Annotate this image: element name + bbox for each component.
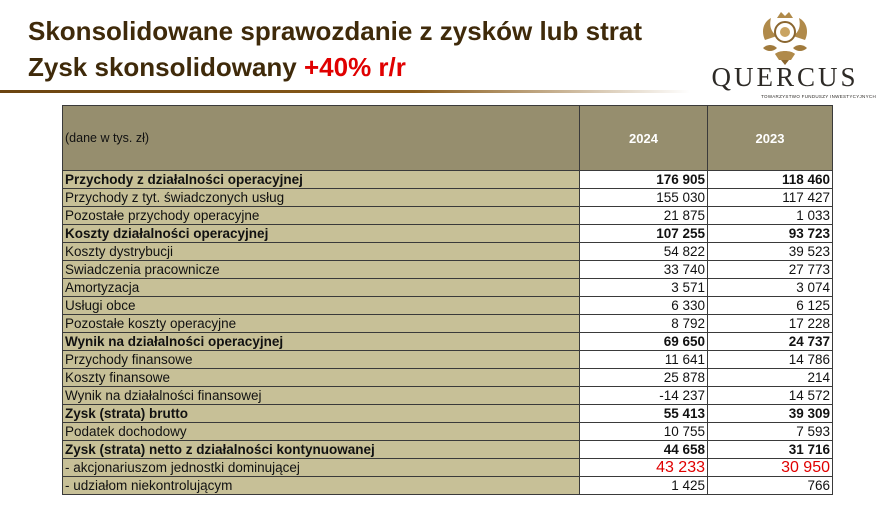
growth-highlight: +40% r/r: [303, 52, 406, 82]
logo-tagline: TOWARZYSTWO FUNDUSZY INWESTYCYJNYCH: [761, 94, 876, 99]
table-row: [63, 171, 833, 189]
value-2023: 118 460: [708, 171, 833, 189]
table-row: [63, 261, 833, 279]
table-row: [63, 351, 833, 369]
row-label: - udziałom niekontrolującym: [63, 477, 580, 495]
value-2024: 8 792: [580, 315, 708, 333]
row-label: Przychody finansowe: [63, 351, 580, 369]
company-logo: [694, 10, 876, 102]
row-label: Zysk (strata) brutto: [63, 405, 580, 423]
value-2024: 107 255: [580, 225, 708, 243]
table-row: [63, 459, 833, 477]
row-label: Wynik na działalności finansowej: [63, 387, 580, 405]
value-2023: 93 723: [708, 225, 833, 243]
value-2023: 117 427: [708, 189, 833, 207]
row-label: Przychody z tyt. świadczonych usług: [63, 189, 580, 207]
value-2024: 1 425: [580, 477, 708, 495]
value-2023: 17 228: [708, 315, 833, 333]
unit-label: (dane w tys. zł): [63, 106, 580, 171]
value-2024: 176 905: [580, 171, 708, 189]
value-2023: 39 309: [708, 405, 833, 423]
value-2023: 7 593: [708, 423, 833, 441]
income-statement-table: [62, 105, 833, 495]
row-label: Usługi obce: [63, 297, 580, 315]
value-2023: 30 950: [708, 459, 833, 477]
page-subtitle: [28, 52, 406, 82]
crest-icon: [757, 10, 813, 66]
table-row: [63, 369, 833, 387]
value-2023: 24 737: [708, 333, 833, 351]
row-label: Wynik na działalności operacyjnej: [63, 333, 580, 351]
logo-wordmark: QUERCUS: [711, 62, 859, 92]
row-label: Pozostałe koszty operacyjne: [63, 315, 580, 333]
row-label: Przychody z działalności operacyjnej: [63, 171, 580, 189]
value-2024: 69 650: [580, 333, 708, 351]
value-2023: 766: [708, 477, 833, 495]
table-row: [63, 207, 833, 225]
value-2024: 11 641: [580, 351, 708, 369]
value-2024: 25 878: [580, 369, 708, 387]
row-label: Pozostałe przychody operacyjne: [63, 207, 580, 225]
row-label: - akcjonariuszom jednostki dominującej: [63, 459, 580, 477]
table-row: [63, 387, 833, 405]
table-header-row: [63, 106, 833, 171]
subtitle-text: Zysk skonsolidowany: [28, 52, 304, 82]
value-2024: 54 822: [580, 243, 708, 261]
row-label: Podatek dochodowy: [63, 423, 580, 441]
value-2024: 44 658: [580, 441, 708, 459]
value-2024: 155 030: [580, 189, 708, 207]
row-label: Swiadczenia pracownicze: [63, 261, 580, 279]
value-2024: 10 755: [580, 423, 708, 441]
table-row: [63, 315, 833, 333]
value-2024: 43 233: [580, 459, 708, 477]
title-divider: [0, 90, 690, 93]
value-2023: 214: [708, 369, 833, 387]
value-2023: 27 773: [708, 261, 833, 279]
row-label: Koszty finansowe: [63, 369, 580, 387]
value-2023: 1 033: [708, 207, 833, 225]
row-label: Zysk (strata) netto z działalności kontynuowanej: [63, 441, 580, 459]
value-2024: 55 413: [580, 405, 708, 423]
table-row: [63, 279, 833, 297]
value-2024: -14 237: [580, 387, 708, 405]
value-2024: 3 571: [580, 279, 708, 297]
table-row: [63, 423, 833, 441]
value-2024: 21 875: [580, 207, 708, 225]
value-2023: 6 125: [708, 297, 833, 315]
value-2023: 3 074: [708, 279, 833, 297]
page-title: Skonsolidowane sprawozdanie z zysków lub strat: [28, 16, 643, 46]
table-row: [63, 477, 833, 495]
value-2024: 33 740: [580, 261, 708, 279]
column-header-2023: 2023: [708, 106, 833, 171]
value-2023: 31 716: [708, 441, 833, 459]
table-row: [63, 405, 833, 423]
value-2024: 6 330: [580, 297, 708, 315]
table-row: [63, 441, 833, 459]
value-2023: 14 572: [708, 387, 833, 405]
row-label: Amortyzacja: [63, 279, 580, 297]
value-2023: 39 523: [708, 243, 833, 261]
column-header-2024: 2024: [580, 106, 708, 171]
table-row: [63, 333, 833, 351]
table-row: [63, 243, 833, 261]
table-row: [63, 225, 833, 243]
row-label: Koszty działalności operacyjnej: [63, 225, 580, 243]
value-2023: 14 786: [708, 351, 833, 369]
row-label: Koszty dystrybucji: [63, 243, 580, 261]
table-row: [63, 189, 833, 207]
table-row: [63, 297, 833, 315]
